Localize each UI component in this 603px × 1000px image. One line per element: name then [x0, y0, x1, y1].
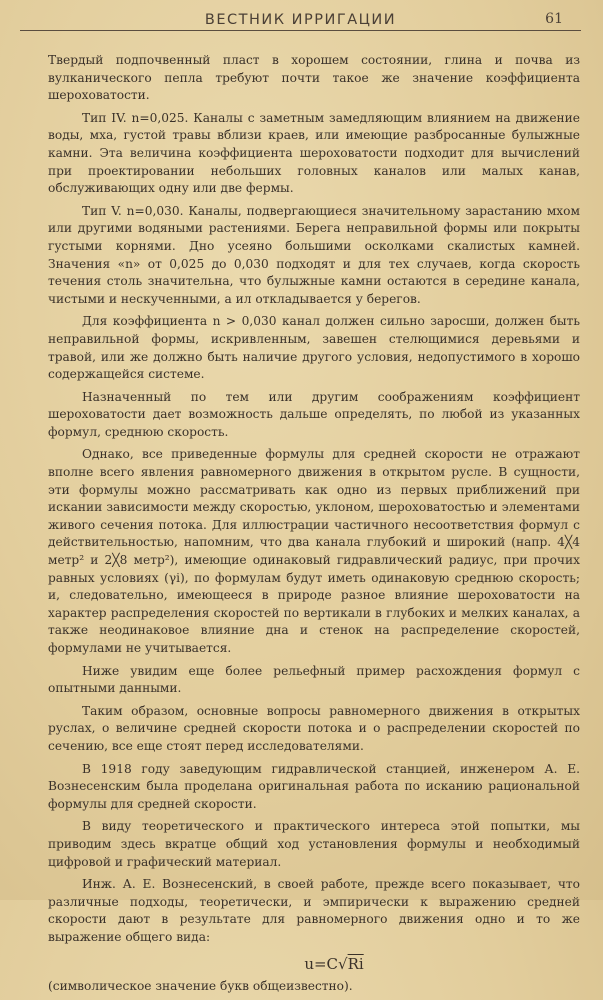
page-number: 61: [545, 11, 563, 27]
formula-radicand: Ri: [347, 954, 364, 973]
paragraph-8: Таким образом, основные вопросы равномерного движения в открытых руслах, о величине средней скорости потока и о распределении скоростей по сечению, все еще стоят перед исследователями.: [48, 703, 580, 753]
paragraph-4: Для коэффициента n > 0,030 канал должен сильно заросши, должен быть неправильной формы, искривленным, завешен стелющимися деревьями и травой, или же должно быть наличие другого условия, недопустимого в хорошо содержащейся системе.: [48, 314, 580, 382]
paragraph-2: Тип IV. n=0,025. Каналы с заметным замедляющим влиянием на движение воды, мха, густой травы вблизи краев, или имеющие разбросанные булыжные камни. Эта величина коэффициента шероховатости подходит для вычислений при проектировании небольших головных каналов или малых канав, обслуживающих одну или две фермы.: [48, 110, 580, 196]
paragraph-11: Инж. А. Е. Вознесенский, в своей работе, прежде всего показывает, что различные подходы, теоретически, и эмпирически к выражению средней скорости дают в результате для равномерного движения одно и то же выражение общего вида:: [48, 877, 580, 944]
formula: [88, 953, 580, 975]
paragraph-10: В виду теоретического и практического интереса этой попытки, мы приводим здесь вкратце общий ход установления формулы и необходимый цифровой и графический материал.: [48, 819, 580, 869]
running-header: [20, 0, 581, 31]
article-body: [48, 52, 580, 1000]
paragraph-5: Назначенный по тем или другим соображениям коэффициент шероховатости дает возможность дальше определять, по любой из указанных формул, среднюю скорость.: [48, 389, 580, 439]
formula-root-sign: √: [338, 954, 348, 973]
formula-caption: (символическое значение букв общеизвестно).: [48, 978, 353, 993]
paragraph-6: Однако, все приведенные формулы для средней скорости не отражают вполне всего явления равномерного движения в открытом русле. В сущности, эти формулы можно рассматривать как одно из первых приближений при искании зависимости между скоростью, уклоном, шероховатостью и элементами живого сечения потока. Для иллюстрации частичного несоответствия формул с действительностью, напомним, что два канала глубокий и широкий (напр. 4╳4 метр² и 2╳8 метр²), имеющие одинаковый гидравлический радиус, при прочих равных условиях (γi), по формулам будут иметь одинаковую среднюю скорость; и, следовательно, имеющееся в природе разное влияние шероховатости на характер распределения скоростей по вертикали в глубоких и мелких каналах, а также неодинаковое влияние дна и стенок на распределение скоростей, формулами не учитывается.: [48, 447, 580, 655]
formula-left: u=C: [304, 954, 339, 973]
paragraph-7: Ниже увидим еще более рельефный пример расхождения формул с опытными данными.: [48, 663, 580, 696]
paragraph-1: Твердый подпочвенный пласт в хорошем состоянии, глина и почва из вулканического пепла требуют почти такое же значение коэффициента шероховатости.: [48, 53, 580, 103]
journal-title: ВЕСТНИК ИРРИГАЦИИ: [204, 12, 397, 28]
paragraph-3: Тип V. n=0,030. Каналы, подвергающиеся значительному зарастанию мхом или другими водяными растениями. Берега неправильной формы или покрыты густыми корнями. Дно усеяно большими осколками скалистых камней. Значения «n» от 0,025 до 0,030 подходят и для тех случаев, когда скорость течения столь значительна, что булыжные камни остаются в середине канала, чистыми и нескученными, а ил откладывается у берегов.: [48, 203, 580, 306]
paragraph-9: В 1918 году заведующим гидравлической станцией, инженером А. Е. Вознесенским была проделана оригинальная работа по исканию рациональной формулы для средней скорости.: [48, 761, 580, 811]
